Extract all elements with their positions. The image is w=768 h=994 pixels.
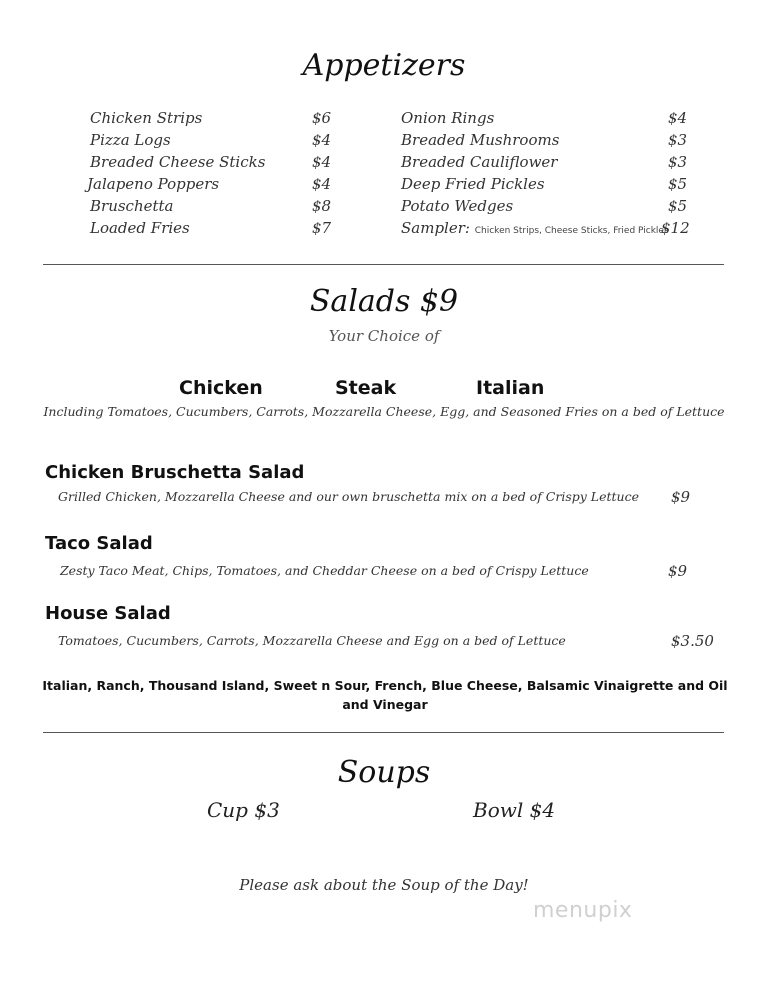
salad-choice-italian: Italian bbox=[476, 377, 545, 399]
appetizer-item-name: Breaded Cauliflower bbox=[401, 153, 558, 171]
salads-includes: Including Tomatoes, Cucumbers, Carrots, Mozzarella Cheese, Egg, and Seasoned Fries on a bed of Lettuce bbox=[43, 404, 725, 419]
appetizer-item-price: $3 bbox=[668, 153, 688, 171]
sampler-price: $12 bbox=[661, 219, 690, 237]
salad-choice-chicken: Chicken bbox=[179, 377, 263, 399]
menupix-watermark: menupix bbox=[533, 898, 633, 923]
salads-title: Salads $9 bbox=[309, 284, 459, 319]
appetizer-item-name: Breaded Cheese Sticks bbox=[90, 153, 266, 171]
appetizer-item-price: $6 bbox=[312, 109, 332, 127]
appetizer-item-name: Loaded Fries bbox=[90, 219, 190, 237]
appetizer-item-price: $4 bbox=[312, 153, 332, 171]
appetizer-item-name: Pizza Logs bbox=[90, 131, 171, 149]
salad-item-price: $9 bbox=[671, 488, 691, 506]
salad-item-name: House Salad bbox=[45, 603, 171, 624]
soup-bowl-price: Bowl $4 bbox=[473, 798, 556, 822]
appetizer-item-price: $5 bbox=[668, 197, 688, 215]
salads-subtitle: Your Choice of bbox=[328, 327, 440, 345]
salad-item-price: $3.50 bbox=[671, 632, 714, 650]
appetizer-item-price: $4 bbox=[312, 131, 332, 149]
appetizer-item-name: Onion Rings bbox=[401, 109, 495, 127]
appetizer-item-price: $7 bbox=[312, 219, 332, 237]
salad-item-desc: Grilled Chicken, Mozzarella Cheese and our own bruschetta mix on a bed of Crispy Lettuce bbox=[58, 489, 639, 504]
soups-title: Soups bbox=[337, 755, 431, 790]
salad-item-name: Taco Salad bbox=[45, 533, 153, 554]
appetizer-item-price: $4 bbox=[312, 175, 332, 193]
salad-item-desc: Zesty Taco Meat, Chips, Tomatoes, and Cheddar Cheese on a bed of Crispy Lettuce bbox=[60, 563, 589, 578]
dressings-list: Italian, Ranch, Thousand Island, Sweet n Sour, French, Blue Cheese, Balsamic Vinaigrette and Oil and Vinegar bbox=[42, 678, 728, 712]
appetizer-item-name: Deep Fried Pickles bbox=[401, 175, 545, 193]
sampler-item bbox=[401, 219, 669, 237]
appetizer-item-name: Potato Wedges bbox=[401, 197, 514, 215]
appetizer-item-name: Bruschetta bbox=[90, 197, 174, 215]
section-divider bbox=[43, 264, 724, 265]
salad-choice-steak: Steak bbox=[335, 377, 397, 399]
appetizer-item-price: $8 bbox=[312, 197, 332, 215]
salad-item-desc: Tomatoes, Cucumbers, Carrots, Mozzarella Cheese and Egg on a bed of Lettuce bbox=[58, 633, 566, 648]
sampler-note: Chicken Strips, Cheese Sticks, Fried Pickles bbox=[474, 226, 669, 236]
appetizer-item-name: Chicken Strips bbox=[90, 109, 203, 127]
appetizer-item-price: $4 bbox=[668, 109, 688, 127]
salad-item-name: Chicken Bruschetta Salad bbox=[45, 462, 305, 483]
appetizer-item-name: Jalapeno Poppers bbox=[87, 175, 220, 193]
salad-item-price: $9 bbox=[668, 562, 688, 580]
appetizer-item-price: $3 bbox=[668, 131, 688, 149]
appetizer-item-name: Breaded Mushrooms bbox=[401, 131, 560, 149]
appetizer-item-price: $5 bbox=[668, 175, 688, 193]
soup-of-the-day-note: Please ask about the Soup of the Day! bbox=[239, 876, 529, 894]
sampler-name: Sampler: bbox=[401, 219, 470, 237]
section-divider bbox=[43, 732, 724, 733]
soup-cup-price: Cup $3 bbox=[207, 798, 280, 822]
appetizers-title: Appetizers bbox=[302, 48, 466, 83]
